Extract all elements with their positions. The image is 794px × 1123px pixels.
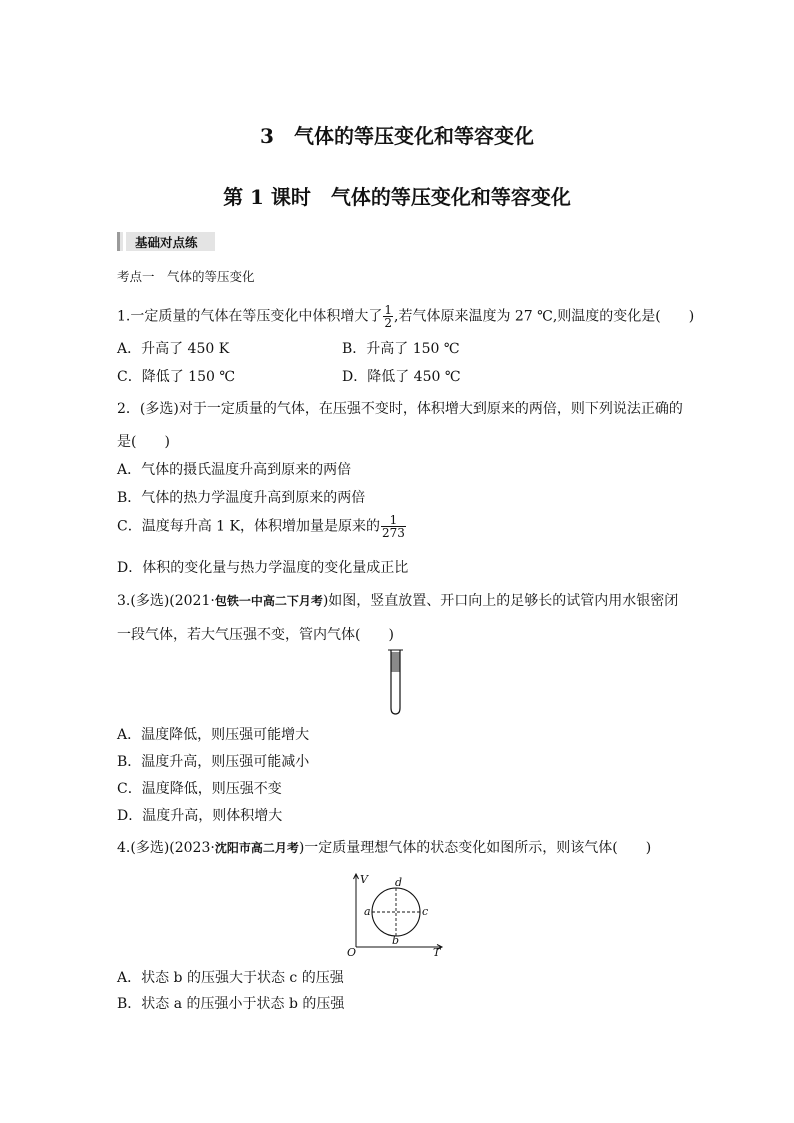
state-a-label: a [364,905,371,918]
q4-source: 沈阳市高二月考 [214,841,299,855]
q1-fraction [383,304,393,329]
section-badge [117,232,215,251]
q1-stem [117,304,694,329]
chapter-title: 3 气体的等压变化和等容变化 [260,124,534,148]
t-axis-label: T [433,946,441,958]
section-badge-label: 基础对点练 [135,235,198,250]
q3-stem-line1 [117,590,678,610]
q2-frac-num: 1 [381,514,406,527]
q1-frac-num: 1 [384,303,392,317]
q1-stem-b: ,若气体原来温度为 27 ℃,则温度的变化是( ) [394,308,695,325]
q2-frac-den: 273 [381,526,405,540]
q4-suffix: )一定质量理想气体的状态变化如图所示，则该气体( ) [298,840,652,856]
test-tube-figure [385,648,407,716]
topic-heading: 考点一 气体的等压变化 [117,269,255,284]
q4-option-b: B．状态 a 的压强小于状态 b 的压强 [117,996,345,1012]
q4-option-a: A．状态 b 的压强大于状态 c 的压强 [117,970,344,986]
q2-option-a: A．气体的摄氏温度升高到原来的两倍 [117,462,352,478]
q2-fraction [381,514,406,539]
q1-stem-a: 1.一定质量的气体在等压变化中体积增大了 [117,308,383,325]
q2-option-c [117,514,407,539]
q2-stem-line1: 2．(多选)对于一定质量的气体，在压强不变时，体积增大到原来的两倍，则下列说法正确的 [117,401,683,417]
q3-stem-line2: 一段气体，若大气压强不变，管内气体( ) [117,627,394,643]
q3-option-d: D．温度升高，则体积增大 [117,808,283,824]
state-d-label: d [395,876,403,889]
q3-source: 包铁一中高二下月考 [214,594,323,608]
q3-option-b: B．温度升高，则压强可能减小 [117,754,310,770]
vt-graph-figure [344,872,448,958]
q3-suffix: )如图，竖直放置、开口向上的足够长的试管内用水银密闭 [322,593,679,609]
origin-label: O [347,946,357,958]
q3-option-a: A．温度降低，则压强可能增大 [117,727,310,743]
lesson-title: 第 1 课时 气体的等压变化和等容变化 [223,185,571,209]
v-axis-label: V [360,873,368,886]
q1-option-a: A．升高了 450 K [117,341,230,357]
q1-option-b: B．升高了 150 ℃ [342,341,460,357]
q3-option-c: C．温度降低，则压强不变 [117,781,282,797]
q1-option-c: C．降低了 150 ℃ [117,369,235,385]
q2-option-c-text: C．温度每升高 1 K，体积增加量是原来的 [117,518,380,535]
q2-stem-line2: 是( ) [117,434,170,450]
q4-prefix: 4.(多选)(2023· [117,840,215,856]
q4-stem [117,837,651,857]
q2-option-d: D．体积的变化量与热力学温度的变化量成正比 [117,560,409,576]
q1-frac-den: 2 [384,316,392,330]
state-c-label: c [422,905,429,918]
state-b-label: b [392,934,400,947]
q1-option-d: D．降低了 450 ℃ [342,369,461,385]
mercury-column [391,652,400,672]
q3-prefix: 3.(多选)(2021· [117,593,215,609]
q2-option-b: B．气体的热力学温度升高到原来的两倍 [117,490,366,506]
